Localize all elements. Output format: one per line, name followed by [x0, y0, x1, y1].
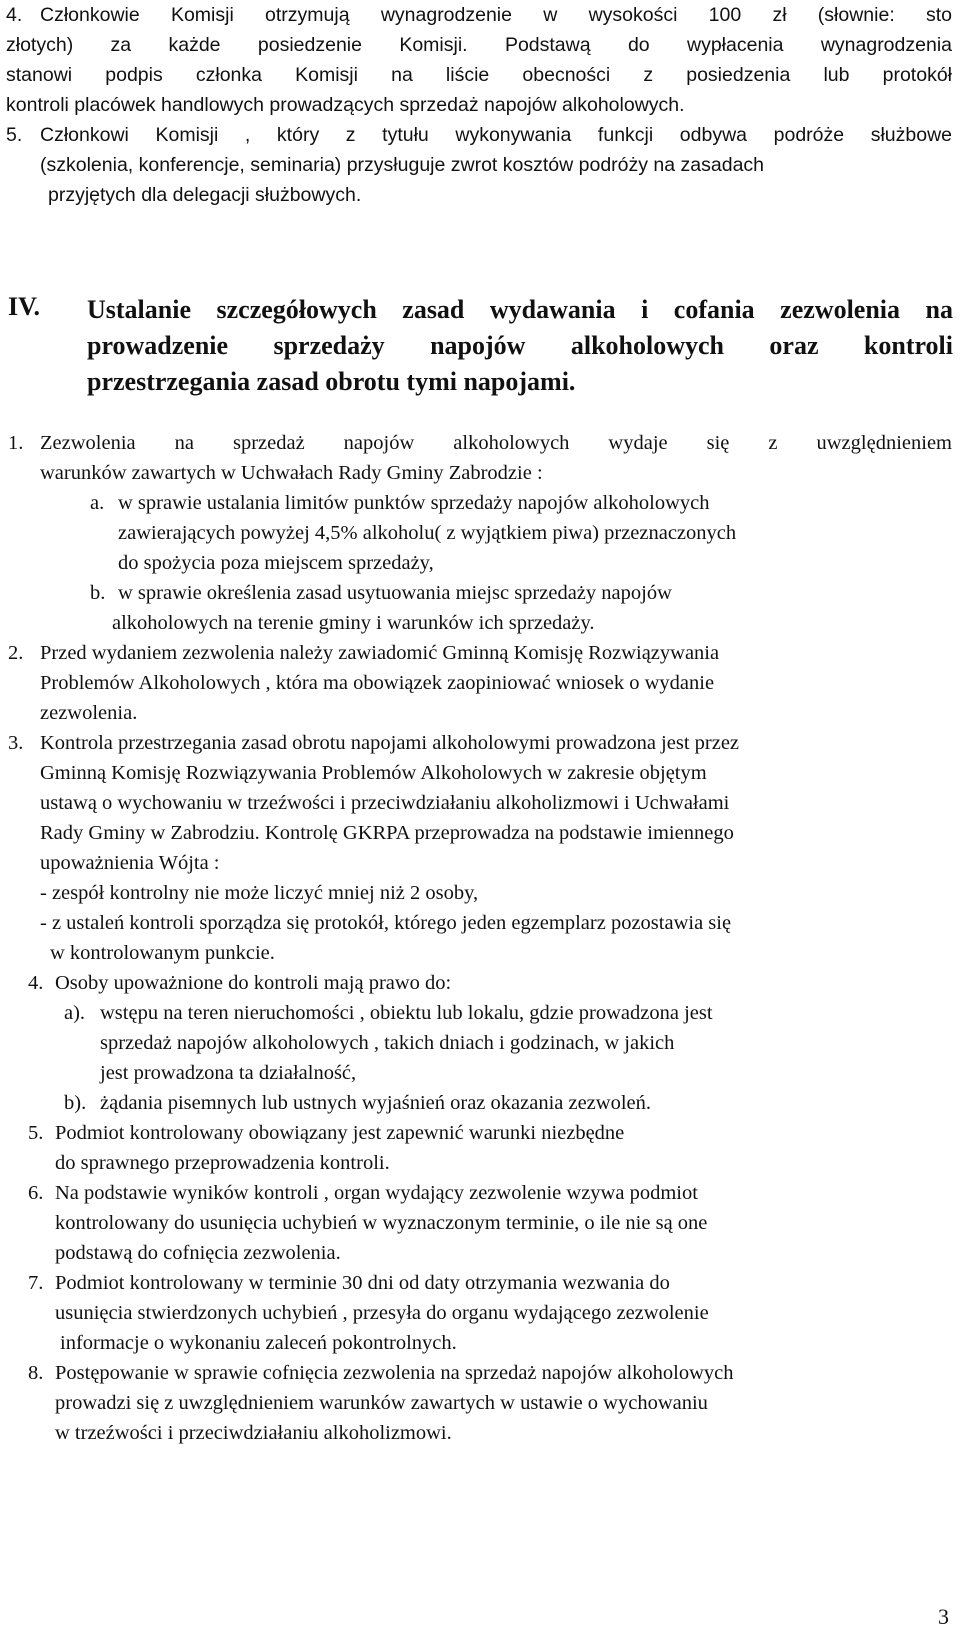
- subitem-letter: a.: [90, 492, 105, 514]
- heading-line: przestrzegania zasad obrotu tymi napojami.: [87, 367, 576, 396]
- text-line: złotych) za każde posiedzenie Komisji. Podstawą do wypłacenia wynagrodzenia: [6, 34, 952, 56]
- text-line: stanowi podpis członka Komisji na liście obecności z posiedzenia lub protokół: [6, 64, 952, 86]
- text-line: kontroli placówek handlowych prowadzących sprzedaż napojów alkoholowych.: [6, 94, 685, 116]
- item-number: 5.: [28, 1122, 44, 1144]
- paragraph-number: 5.: [6, 124, 23, 146]
- text-line: Na podstawie wyników kontroli , organ wydający zezwolenie wzywa podmiot: [55, 1182, 698, 1204]
- text-line: do spożycia poza miejscem sprzedaży,: [118, 552, 434, 574]
- text-line: usunięcia stwierdzonych uchybień , przesyła do organu wydającego zezwolenie: [55, 1302, 709, 1324]
- text-line: Rady Gminy w Zabrodziu. Kontrolę GKRPA przeprowadza na podstawie imiennego: [40, 822, 734, 844]
- text-line: Podmiot kontrolowany obowiązany jest zapewnić warunki niezbędne: [55, 1122, 625, 1144]
- subitem-letter: b).: [64, 1092, 87, 1114]
- text-line: w sprawie ustalania limitów punktów sprzedaży napojów alkoholowych: [118, 492, 710, 514]
- text-line: prowadzi się z uwzględnieniem warunków zawartych w ustawie o wychowaniu: [55, 1392, 708, 1414]
- subitem-letter: b.: [90, 582, 106, 604]
- text-line: (szkolenia, konferencje, seminaria) przysługuje zwrot kosztów podróży na zasadach: [40, 154, 765, 176]
- text-line: Postępowanie w sprawie cofnięcia zezwolenia na sprzedaż napojów alkoholowych: [55, 1362, 734, 1384]
- item-number: 3.: [8, 732, 24, 754]
- text-line: kontrolowany do usunięcia uchybień w wyznaczonym terminie, o ile nie są one: [55, 1212, 708, 1234]
- paragraph-number: 4.: [6, 4, 23, 26]
- item-number: 1.: [8, 432, 24, 454]
- text-line: Zezwolenia na sprzedaż napojów alkoholowych wydaje się z uwzględnieniem: [40, 432, 952, 454]
- text-line: zawierających powyżej 4,5% alkoholu( z wyjątkiem piwa) przeznaczonych: [118, 522, 737, 544]
- text-line: Członkowie Komisji otrzymują wynagrodzenie w wysokości 100 zł (słownie: sto: [40, 4, 952, 26]
- text-line: w kontrolowanym punkcie.: [50, 942, 275, 964]
- item-number: 8.: [28, 1362, 44, 1384]
- text-line: podstawą do cofnięcia zezwolenia.: [55, 1242, 341, 1264]
- text-line: wstępu na teren nieruchomości , obiektu lub lokalu, gdzie prowadzona jest: [100, 1002, 713, 1024]
- text-line: żądania pisemnych lub ustnych wyjaśnień oraz okazania zezwoleń.: [100, 1092, 652, 1114]
- text-line: warunków zawartych w Uchwałach Rady Gminy Zabrodzie :: [40, 462, 543, 484]
- heading-line: prowadzenie sprzedaży napojów alkoholowych oraz kontroli: [87, 331, 953, 360]
- text-line: sprzedaż napojów alkoholowych , takich dniach i godzinach, w jakich: [100, 1032, 675, 1054]
- text-line: ustawą o wychowaniu w trzeźwości i przeciwdziałaniu alkoholizmowi i Uchwałami: [40, 792, 730, 814]
- item-number: 2.: [8, 642, 24, 664]
- text-line: jest prowadzona ta działalność,: [100, 1062, 357, 1084]
- text-line: w trzeźwości i przeciwdziałaniu alkoholizmowi.: [55, 1422, 452, 1444]
- text-line: informacje o wykonaniu zaleceń pokontrolnych.: [60, 1332, 457, 1354]
- text-line: Gminną Komisję Rozwiązywania Problemów Alkoholowych w zakresie objętym: [40, 762, 707, 784]
- text-line: Podmiot kontrolowany w terminie 30 dni od daty otrzymania wezwania do: [55, 1272, 670, 1294]
- text-line: w sprawie określenia zasad usytuowania miejsc sprzedaży napojów: [118, 582, 672, 604]
- text-line: Członkowi Komisji , który z tytułu wykonywania funkcji odbywa podróże służbowe: [40, 124, 952, 146]
- heading-line: Ustalanie szczegółowych zasad wydawania i cofania zezwolenia na: [87, 295, 953, 324]
- item-number: 7.: [28, 1272, 44, 1294]
- item-number: 4.: [28, 972, 44, 994]
- text-line: Osoby upoważnione do kontroli mają prawo do:: [55, 972, 452, 994]
- text-line: zezwolenia.: [40, 702, 138, 724]
- text-line: Przed wydaniem zezwolenia należy zawiadomić Gminną Komisję Rozwiązywania: [40, 642, 720, 664]
- text-line: Problemów Alkoholowych , która ma obowiązek zaopiniować wniosek o wydanie: [40, 672, 715, 694]
- text-line: przyjętych dla delegacji służbowych.: [48, 184, 362, 206]
- text-line: upoważnienia Wójta :: [40, 852, 220, 874]
- text-line: - zespół kontrolny nie może liczyć mniej niż 2 osoby,: [40, 882, 479, 904]
- text-line: - z ustaleń kontroli sporządza się protokół, którego jeden egzemplarz pozostawia się: [40, 912, 732, 934]
- text-line: Kontrola przestrzegania zasad obrotu napojami alkoholowymi prowadzona jest przez: [40, 732, 740, 754]
- item-number: 6.: [28, 1182, 44, 1204]
- text-line: do sprawnego przeprowadzenia kontroli.: [55, 1152, 390, 1174]
- section-roman-numeral: IV.: [8, 292, 41, 321]
- text-line: alkoholowych na terenie gminy i warunków ich sprzedaży.: [112, 612, 595, 634]
- page-number: 3: [938, 1604, 949, 1629]
- subitem-letter: a).: [64, 1002, 86, 1024]
